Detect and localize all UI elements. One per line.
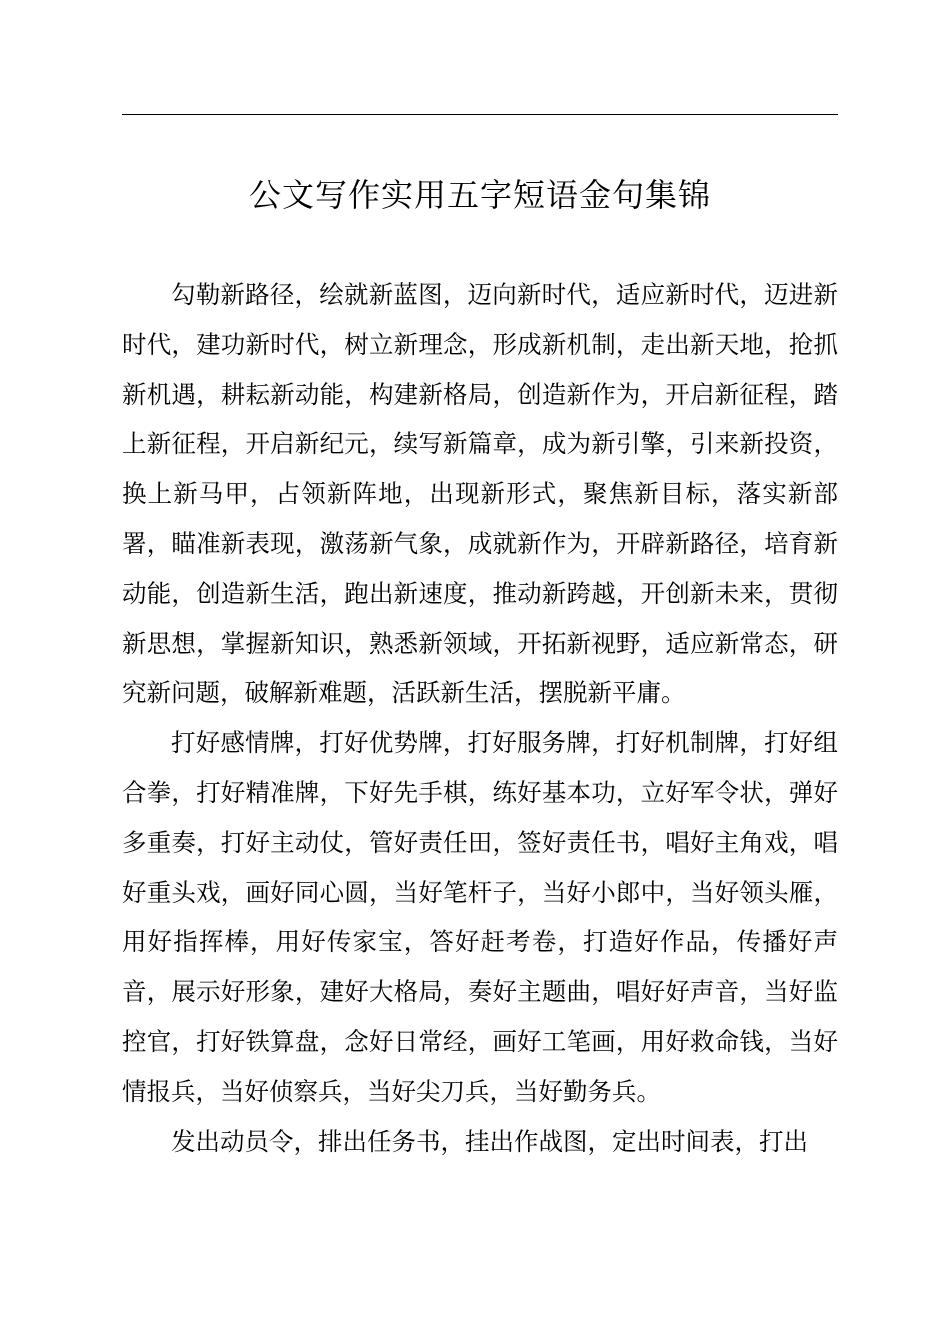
- document-title: 公文写作实用五字短语金句集锦: [248, 176, 711, 214]
- paragraph-2: 打好感情牌，打好优势牌，打好服务牌，打好机制牌，打好组合拳，打好精准牌，下好先手棋，练好基本功，立好军令状，弹好多重奏，打好主动仗，管好责任田，签好责任书，唱好主角戏，唱好重头戏，画好同心圆，当好笔杆子，当好小郎中，当好领头雁，用好指挥棒，用好传家宝，答好赶考卷，打造好作品，传播好声音，展示好形象，建好大格局，奏好主题曲，唱好好声音，当好监控官，打好铁算盘，念好日常经，画好工笔画，用好救命钱，当好情报兵，当好侦察兵，当好尖刀兵，当好勤务兵。: [122, 728, 838, 1106]
- header-rule: [122, 114, 838, 115]
- document-body: [122, 270, 838, 1166]
- paragraph-1: 勾勒新路径，绘就新蓝图，迈向新时代，适应新时代，迈进新时代，建功新时代，树立新理念，形成新机制，走出新天地，抢抓新机遇，耕耘新动能，构建新格局，创造新作为，开启新征程，踏上新征程，开启新纪元，续写新篇章，成为新引擎，引来新投资，换上新马甲，占领新阵地，出现新形式，聚焦新目标，落实新部署，瞄准新表现，激荡新气象，成就新作为，开辟新路径，培育新动能，创造新生活，跑出新速度，推动新跨越，开创新未来，贯彻新思想，掌握新知识，熟悉新领域，开拓新视野，适应新常态，研究新问题，破解新难题，活跃新生活，摆脱新平庸。: [122, 280, 838, 708]
- paragraph-3: 发出动员令，排出任务书，挂出作战图，定出时间表，打出: [171, 1126, 808, 1156]
